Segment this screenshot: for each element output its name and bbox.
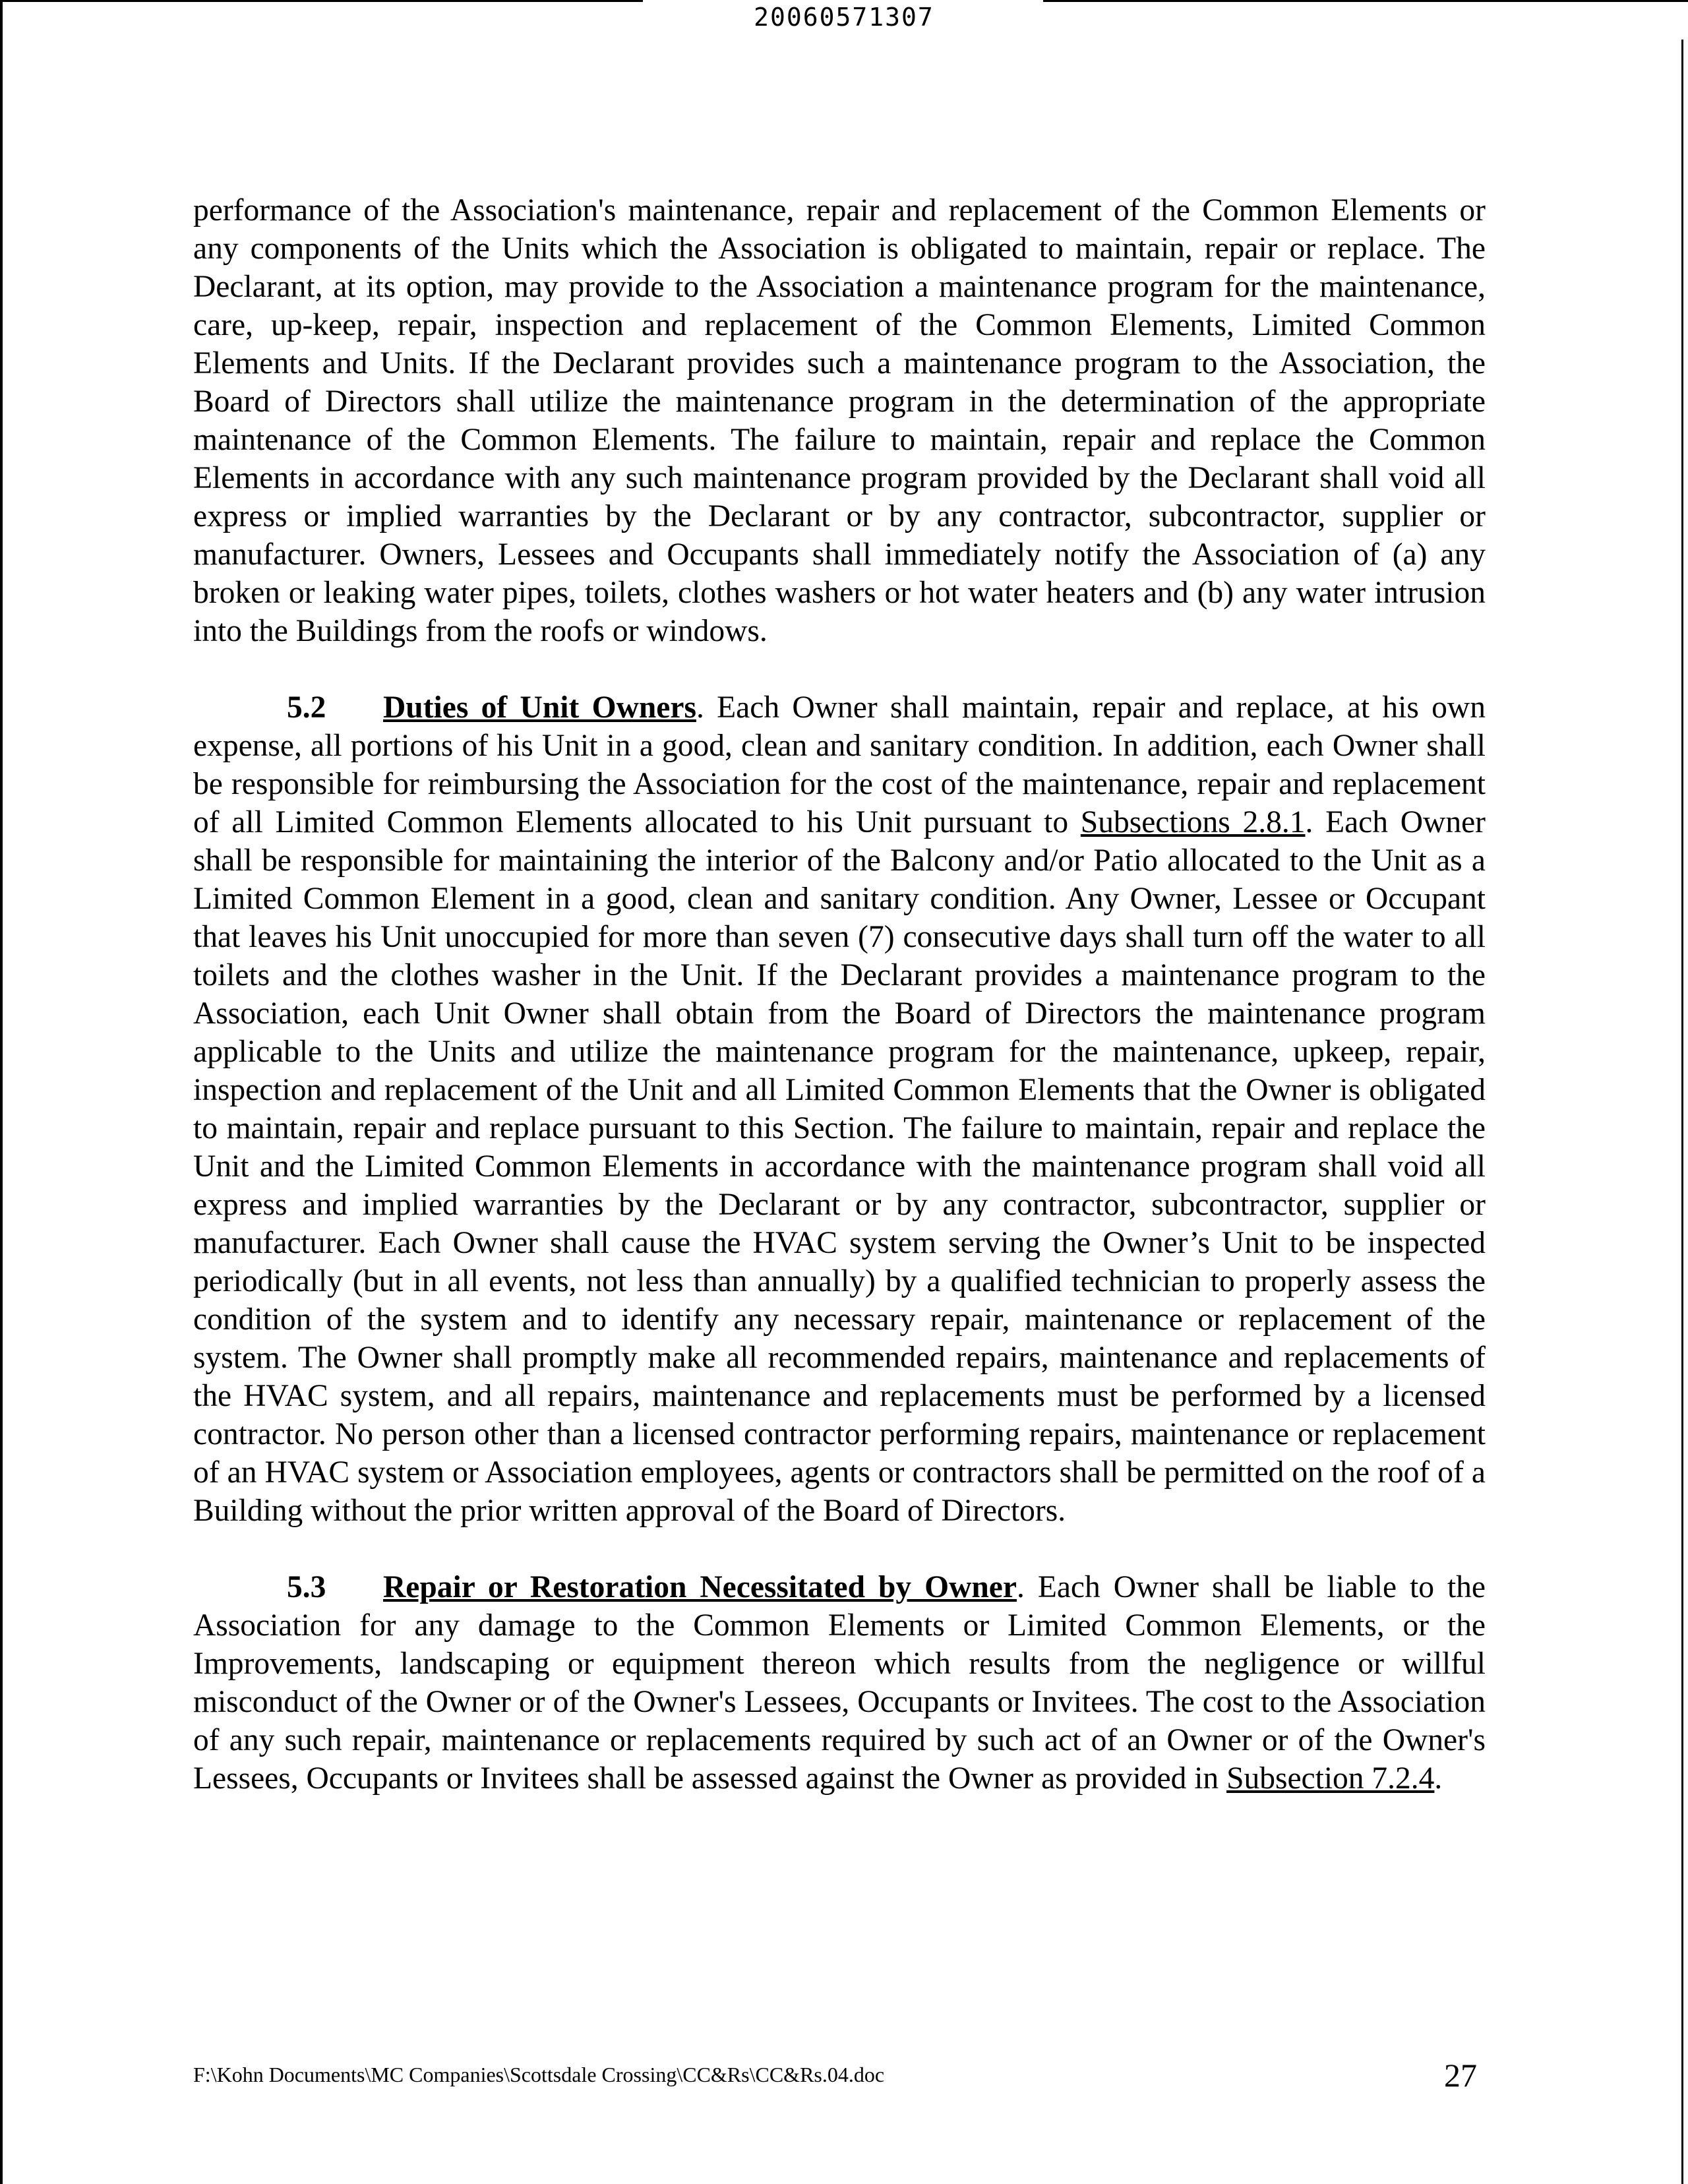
section-text: . Each Owner shall be responsible for maintaining the interior of the Balcony and/or Patio allocated to the Unit as a Limited Common Element in a good, clean and sanitary condition. Any Owner, Lessee or Occupant that leaves his Unit unoccupied for more than seven (7) consecutive days shall turn off the water to all toilets and the clothes washer in the Unit. If the Declarant provides a maintenance program to the Association, each Unit Owner shall obtain from the Board of Directors the maintenance program applicable to the Units and utilize the maintenance program for the maintenance, upkeep, repair, inspection and replacement of the Unit and all Limited Common Elements that the Owner is obligated to maintain, repair and replace pursuant to this Section. The failure to maintain, repair and replace the Unit and the Limited Common Elements in accordance with the maintenance program shall void all express and implied warranties by the Declarant or by any contractor, subcontractor, supplier or manufacturer. Each Owner shall cause the HVAC system serving the Owner’s Unit to be inspected periodically (but in all events, not less than annually) by a qualified technician to properly assess the condition of the system and to identify any necessary repair, maintenance or replacement of the system. The Owner shall promptly make all recommended repairs, maintenance and replacements of the HVAC system, and all repairs, maintenance and replacements must be performed by a licensed contractor. No person other than a licensed contractor performing repairs, maintenance or replacement of an HVAC system or Association employees, agents or contractors shall be permitted on the roof of a Building without the prior written approval of the Board of Directors. — [193, 805, 1486, 1528]
section-5-2 — [193, 688, 1486, 1530]
right-page-edge — [1681, 40, 1683, 2184]
subsection-reference: Subsection 7.2.4 — [1226, 1761, 1435, 1796]
top-border-left — [0, 0, 643, 2]
section-title: Duties of Unit Owners — [383, 690, 696, 725]
top-border-right — [1043, 0, 1688, 2]
document-body — [193, 191, 1486, 1836]
section-title: Repair or Restoration Necessitated by Owner — [383, 1570, 1017, 1604]
section-number: 5.2 — [287, 690, 326, 725]
section-text: . — [1434, 1761, 1443, 1796]
section-5-3 — [193, 1568, 1486, 1798]
footer-file-path: F:\Kohn Documents\MC Companies\Scottsdale Crossing\CC&Rs\CC&Rs.04.doc — [193, 2063, 885, 2086]
document-number: 20060571307 — [754, 3, 934, 32]
subsection-reference: Subsections 2.8.1 — [1080, 805, 1306, 839]
left-page-edge — [0, 0, 3, 2184]
section-number: 5.3 — [287, 1570, 326, 1604]
continuation-paragraph: performance of the Association's maintenance, repair and replacement of the Common Elements or any components of the Units which the Association is obligated to maintain, repair or replace. The Declarant, at its option, may provide to the Association a maintenance program for the maintenance, care, up-keep, repair, inspection and replacement of the Common Elements, Limited Common Elements and Units. If the Declarant provides such a maintenance program to the Association, the Board of Directors shall utilize the maintenance program in the determination of the appropriate maintenance of the Common Elements. The failure to maintain, repair and replace the Common Elements in accordance with any such maintenance program provided by the Declarant shall void all express or implied warranties by the Declarant or by any contractor, subcontractor, supplier or manufacturer. Owners, Lessees and Occupants shall immediately notify the Association of (a) any broken or leaking water pipes, toilets, clothes washers or hot water heaters and (b) any water intrusion into the Buildings from the roofs or windows. — [193, 193, 1486, 648]
page-number: 27 — [1444, 2057, 1477, 2094]
section-text: . Each Owner shall maintain, repair and replace, at his own expense, all portions of his Unit in a good, clean and sanitary condition. In addition, each Owner shall be responsible for reimbursing the Association for the cost of the maintenance, repair and replacement of all Limited Common Elements allocated to his Unit pursuant to — [193, 690, 1486, 839]
section-text: . Each Owner shall be liable to the Association for any damage to the Common Elements or Limited Common Elements, or the Improvements, landscaping or equipment thereon which results from the negligence or willful misconduct of the Owner or of the Owner's Lessees, Occupants or Invitees. The cost to the Association of any such repair, maintenance or replacements required by such act of an Owner or of the Owner's Lessees, Occupants or Invitees shall be assessed against the Owner as provided in — [193, 1570, 1486, 1796]
